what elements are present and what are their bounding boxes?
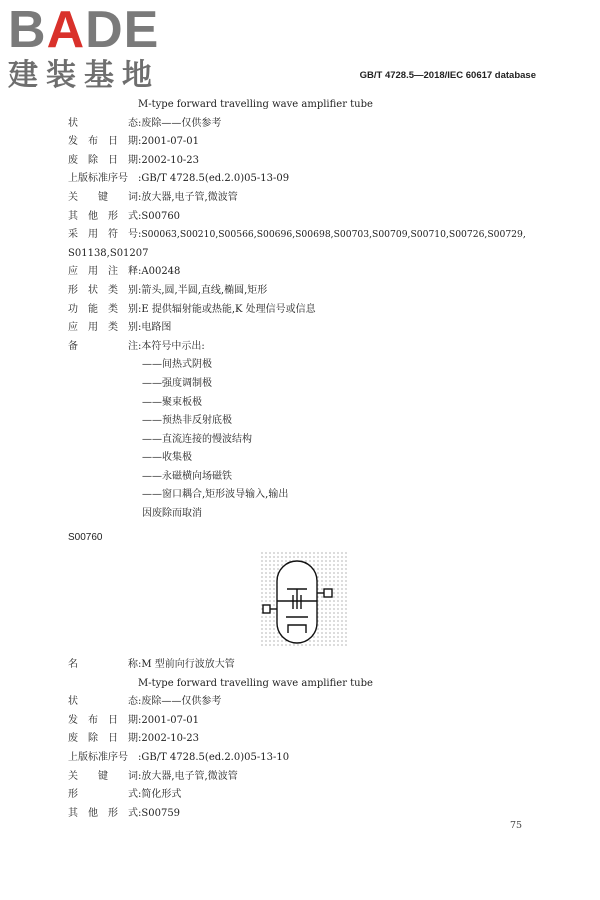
adopted-symbols-cont: S01138,S01207 xyxy=(68,247,149,259)
published-row: 发 布 日 期 : 2001-07-01 xyxy=(68,714,200,726)
remark-item: ——直流连接的慢波结构 xyxy=(142,433,252,445)
tube-symbol-graphic xyxy=(260,551,348,647)
app-class-row: 应 用 类 别 : 电路图 xyxy=(68,322,172,334)
remark-item: ——强度调制极 xyxy=(142,377,212,389)
keywords-row: 关 键 词 : 放大器,电子管,微波管 xyxy=(68,191,238,203)
name-row: 名 称 : M 型前向行波放大管 xyxy=(68,659,235,670)
status-label: 状 态 xyxy=(68,117,138,129)
app-note-row: 应 用 注 释 : A00248 xyxy=(68,266,181,278)
remark-row: 备 注 : 本符号中示出: xyxy=(68,340,205,352)
entry-s00760 xyxy=(68,656,548,823)
function-class-row: 功 能 类 别 : E 提供辐射能或热能,K 处理信号或信息 xyxy=(68,303,316,315)
english-name: M-type forward travelling wave amplifier tube xyxy=(138,99,373,110)
published-row: 发 布 日 期 : 2001-07-01 xyxy=(68,133,548,152)
form-row: 形 式 : 简化形式 xyxy=(68,789,182,801)
remark-item: ——间热式阴极 xyxy=(142,359,212,371)
shape-class-row: 形 状 类 别 : 箭头,圆,半圆,直线,椭圆,矩形 xyxy=(68,284,268,296)
other-form-row: 其 他 形 式 : S00759 xyxy=(68,807,181,819)
remark-item: ——永磁横向场磁铁 xyxy=(142,470,232,482)
adopted-symbols-row: 采 用 符 号 : S00063,S00210,S00566,S00696,S00698,S00703,S00709,S00710,S00726,S00729, xyxy=(68,229,526,241)
prev-standard-row: 上版标准序号 : GB/T 4728.5(ed.2.0)05-13-10 xyxy=(68,751,290,763)
abolished-row: 废 除 日 期 : 2002-10-23 xyxy=(68,154,200,166)
other-form-row: 其 他 形 式 : S00760 xyxy=(68,210,181,222)
abolished-row: 废 除 日 期 : 2002-10-23 xyxy=(68,733,200,745)
status-row: 状 态 : 废除——仅供参考 xyxy=(68,115,548,134)
remark-item: ——收集极 xyxy=(142,452,192,464)
prev-standard-row: 上版标准序号 : GB/T 4728.5(ed.2.0)05-13-09 xyxy=(68,173,290,185)
entry-s00759 xyxy=(68,96,548,524)
symbol-code: S00760 xyxy=(68,532,103,543)
bade-logo: BADE 建装基地 xyxy=(8,1,160,93)
remark-item: ——窗口耦合,矩形波导输入,输出 xyxy=(142,489,289,501)
remark-item: ——预热非反射底极 xyxy=(142,415,232,427)
remark-item: ——聚束板极 xyxy=(142,396,202,408)
status-row: 状 态 : 废除——仅供参考 xyxy=(68,696,222,708)
published-label: 发 布 日 期 xyxy=(68,136,138,148)
remark-final: 因废除而取消 xyxy=(142,508,202,520)
page-number: 75 xyxy=(510,820,523,831)
english-name: M-type forward travelling wave amplifier tube xyxy=(138,677,373,689)
keywords-row: 关 键 词 : 放大器,电子管,微波管 xyxy=(68,770,238,782)
standard-header: GB/T 4728.5—2018/IEC 60617 database xyxy=(359,70,536,81)
